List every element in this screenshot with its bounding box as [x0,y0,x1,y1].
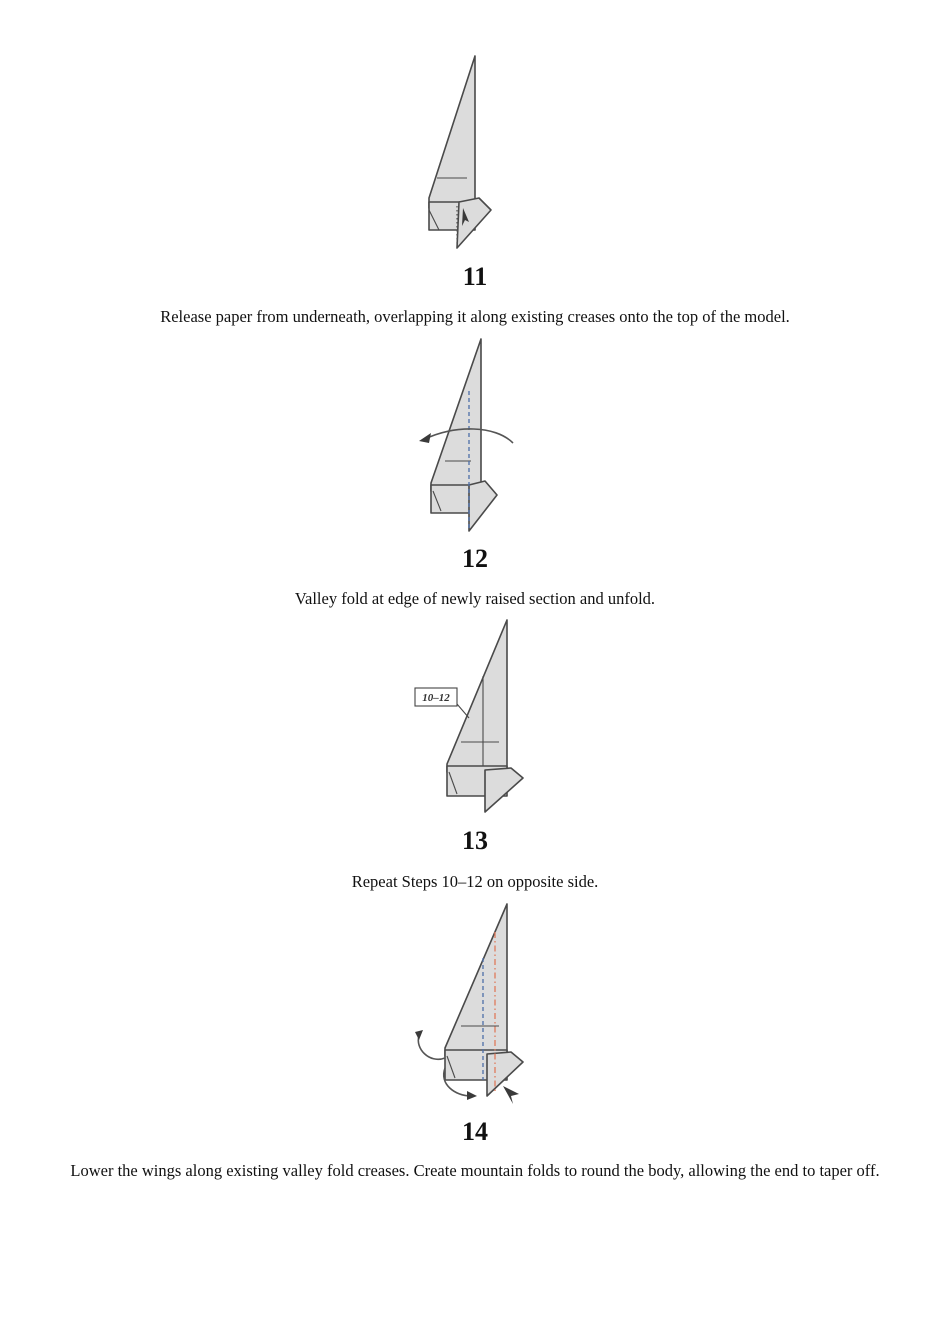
reference-label: 10–12 [422,692,450,704]
step-12-diagram [0,333,950,538]
step-number: 13 [462,826,488,855]
step-caption: Valley fold at edge of newly raised section and unfold. [294,589,656,608]
step-11-illustration [415,50,535,255]
step-number: 12 [462,544,488,573]
step-11-diagram [0,50,950,255]
step-caption: Lower the wings along existing valley fold creases. Create mountain folds to round the body, allowing the end to taper off. [70,1161,880,1180]
step-14-illustration [415,898,535,1108]
model-spike [429,56,475,208]
step-number: 11 [462,262,488,291]
model-spike [445,904,507,1056]
step-13-diagram [0,614,950,819]
model-flap [457,198,491,248]
model-flap [469,481,497,531]
step-14-diagram [0,898,950,1108]
round-body-arrow [503,1086,519,1104]
step-caption: Repeat Steps 10–12 on opposite side. [351,872,599,891]
model-spike [431,339,481,491]
step-12-illustration [415,333,535,538]
reference-pointer [457,704,469,718]
fold-arrow-head [419,433,431,443]
step-number: 14 [462,1117,488,1146]
lower-wing-arrow [418,1036,445,1059]
step-13-illustration [415,614,535,819]
step-caption: Release paper from underneath, overlapping it along existing creases onto the top of the model. [160,307,790,326]
mountain-fold-arrow-head [467,1091,477,1100]
model-flap [485,768,523,812]
lower-wing-arrow-tip [415,1030,423,1040]
